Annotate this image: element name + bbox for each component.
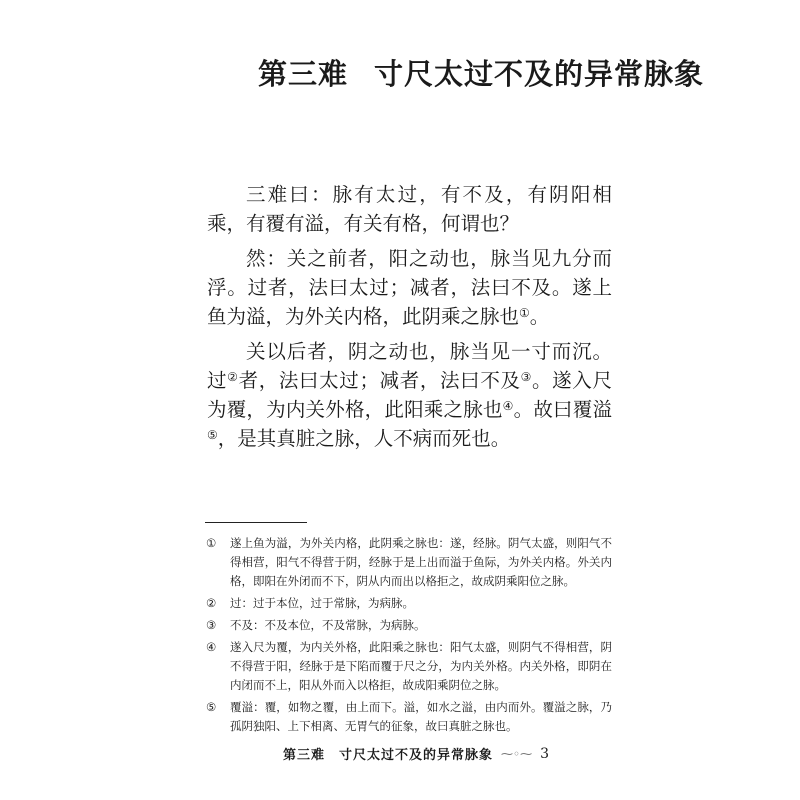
footnote-text: 过：过于本位，过于常脉，为病脉。 [230,596,414,610]
footnote [206,698,612,736]
paragraph-text: 三难曰：脉有太过，有不及，有阴阳相乘，有覆有溢，有关有格，何谓也？ [207,183,612,235]
footnote-text: 遂入尺为覆，为内关外格，此阳乘之脉也：阳气太盛，则阴气不得相营，阴不得营于阳，经脉于是下陷而覆于尺之分，为内关外格。内关外格，即阴在内闭而不上，阳从外而入以格拒，故成阳乘阴位之脉。 [230,640,612,692]
chapter-number: 第三难 [258,57,349,91]
footnote-text: 遂上鱼为溢，为外关内格，此阴乘之脉也：遂，经脉。阴气太盛，则阳气不得相营，阳气不得营于阴，经脉于是上出而溢于鱼际，为外关内格。外关内格，即阳在外闭而不下，阴从内而出以格拒之，故成阴乘阳位之脉。 [230,536,612,588]
footnote-number: ③ [206,618,217,632]
footnote-text: 覆溢：覆，如物之覆，由上而下。溢，如水之溢，由内而外。覆溢之脉，乃孤阴独阳、上下相离、无胃气的征象，故曰真脏之脉也。 [230,700,612,733]
paragraph [207,337,612,453]
footnote-marker: ③ [520,370,533,384]
paragraph [207,244,612,331]
paragraph [207,180,612,238]
paragraph-text: 然：关之前者，阳之动也，脉当见九分而浮。过者，法曰太过；减者，法曰不及。遂上鱼为溢，为外关内格，此阴乘之脉也 [207,247,612,328]
footnote-number: ⑤ [206,700,217,714]
page-number: 3 [540,745,550,762]
footnote-number: ② [206,596,217,610]
page-title [258,52,704,93]
footnote [206,638,612,695]
page-footer [283,744,549,763]
footnote-text: 不及：不及本位，不及常脉，为病脉。 [230,618,426,632]
footnote-marker: ② [227,370,239,384]
paragraph-text: 。遂入尺为覆，为内关外格，此阳乘之脉也 [207,369,612,421]
footnote [206,534,612,591]
footnote [206,616,612,635]
footnote-marker: ④ [502,399,514,413]
footnote-number: ④ [206,640,217,654]
footnote-divider [205,522,307,523]
paragraph-text: 。故曰覆溢 [513,398,612,421]
chapter-title: 寸尺太过不及的异常脉象 [374,57,705,91]
paragraph-text: 。 [529,305,550,328]
ornament-icon: ⁓◦⁓ [501,746,533,761]
footnote-number: ① [206,536,217,550]
footnotes [206,534,612,739]
footnote-marker: ⑤ [207,428,218,442]
footnote [206,594,612,613]
paragraph-text: 者，法曰太过；减者，法曰不及 [238,369,521,392]
running-title: 第三难 寸尺太过不及的异常脉象 [283,748,494,763]
paragraph-text: ，是其真脏之脉，人不病而死也。 [217,427,511,450]
paragraph-text: 关以后者，阴之动也，脉当见一寸而沉。过 [207,340,612,392]
main-text [207,180,612,459]
footnote-marker: ① [519,306,530,320]
